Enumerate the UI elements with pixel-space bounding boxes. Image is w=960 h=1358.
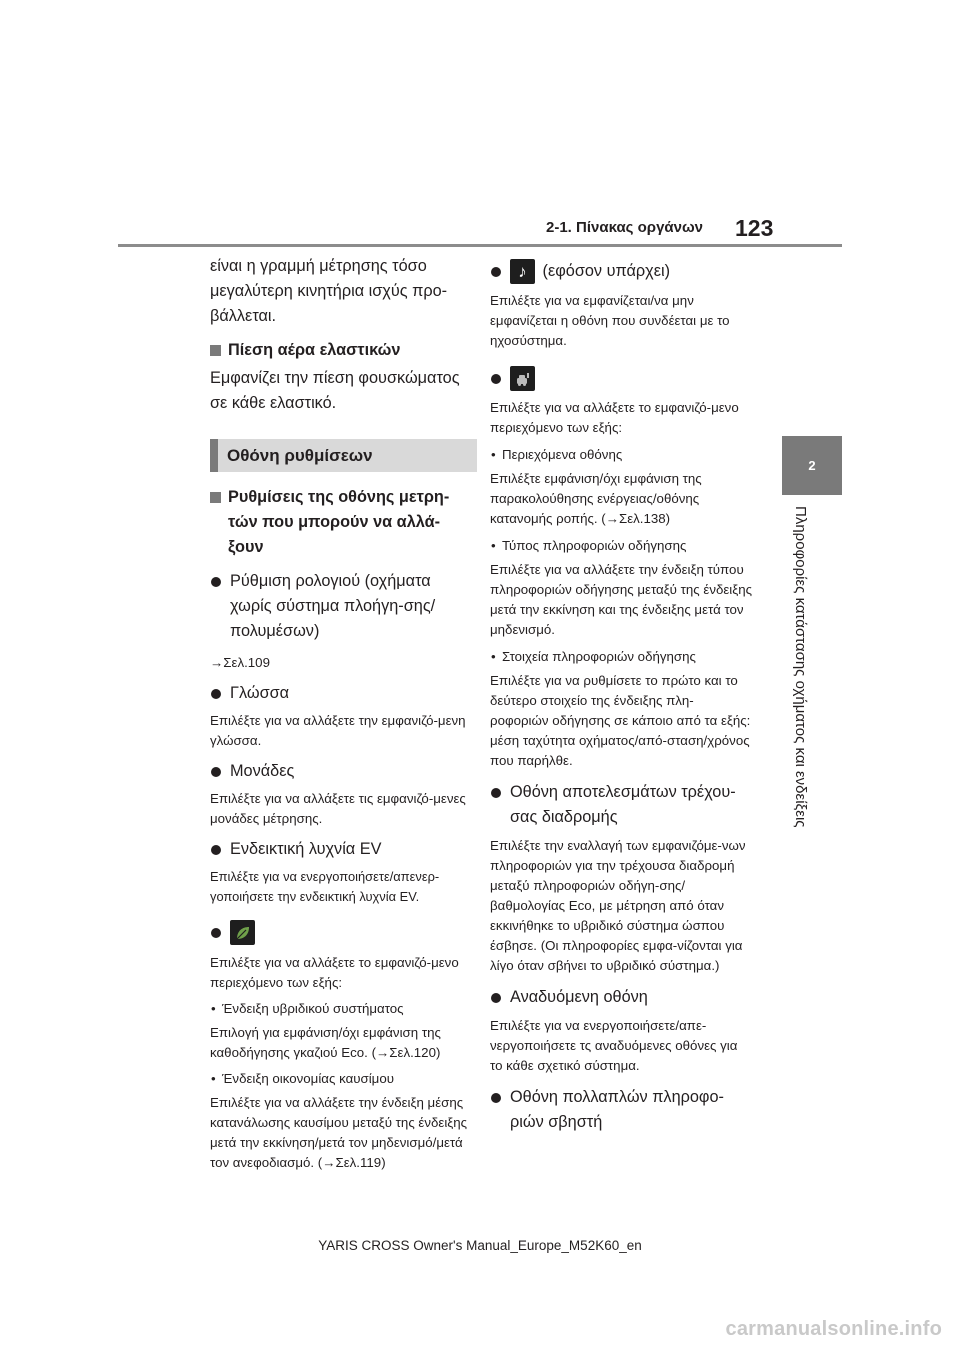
leaf-icon-graphic [234,924,252,942]
leaf-icon [230,920,255,945]
hybrid-sub [210,999,472,1019]
bullet-icon [491,1093,501,1103]
square-bullet-icon [210,345,221,356]
chapter-side-title: Πληροφορίες κατάστασης οχήματος και ενδείξεις [792,506,809,828]
square-bullet-icon [210,492,221,503]
screen-text: Επιλέξτε εμφάνιση/όχι εμφάνιση της παρακολούθησης ενέργειας/οθόνης κατανομής ροπής. (→Σελ.138) [490,471,702,527]
fuel-sub [210,1069,472,1089]
popup-item [490,985,752,1010]
header-rule [118,244,842,247]
settings-band-title: Οθόνη ρυθμίσεων [227,445,373,465]
language-text: Επιλέξτε για να αλλάξετε την εμφανιζό-μενη γλώσσα. [210,713,466,748]
eco-item [210,920,472,945]
items-sub [490,647,752,667]
popup-item-text: Αναδυόμενη οθόνη [510,988,648,1007]
left-column [210,254,472,1173]
bullet-icon [211,845,221,855]
dot-bullet: • [491,538,496,554]
settings-heading-text: Ρυθμίσεις της οθόνης μετρη-τών που μπορούν να αλλά-ξουν [228,488,450,556]
bullet-icon [491,267,501,277]
bullet-icon [211,767,221,777]
clock-item-text: Ρύθμιση ρολογιού (οχήματα χωρίς σύστημα πλοήγη-σης/πολυμέσων) [230,572,436,640]
ev-item-text: Ενδεικτική λυχνία EV [230,840,382,858]
clock-item [210,569,472,644]
bullet-icon [491,374,501,384]
page-number: 123 [735,215,774,241]
fuel-text: Επιλέξτε για να αλλάξετε την ένδειξη μέσης κατανάλωσης καυσίμου μεταξύ της ένδειξης μετά την εκκίνηση/μετά τον μηδενισμό/μετά τον ανεφοδιασμό. (→Σελ.119) [210,1095,468,1171]
ev-item [210,837,472,862]
units-item-text: Μονάδες [230,762,295,780]
tire-heading-text: Πίεση αέρα ελαστικών [228,341,401,359]
chapter-tab [782,436,842,495]
right-column [490,259,752,1135]
type-sub [490,536,752,556]
drive-text: Επιλέξτε για να αλλάξετε το εμφανιζό-μενο περιεχόμενο των εξής: [490,400,739,436]
drive-item [490,366,752,391]
settings-heading [210,485,472,560]
units-text: Επιλέξτε για να αλλάξετε τις εμφανιζό-μενες μονάδες μέτρησης. [210,791,466,826]
trip-text: Επιλέξτε την εναλλαγή των εμφανιζόμε-νων πληροφοριών για την τρέχουσα διαδρομή μεταξύ πληροφοριών οδήγη-σης/βαθμολογίας Eco, με μέτρηση από όταν εκκινήθηκε το υβριδικό σύστημα ώσπου έσβησε. (Οι πληροφορίες εμφα-νίζονται για λίγο όταν σβήνει το υβριδικό σύστημα.) [490,838,746,974]
eco-text: Επιλέξτε για να αλλάξετε το εμφανιζό-μενο περιεχόμενο των εξής: [210,955,459,991]
music-note-icon: ♪ [510,259,535,284]
fuel-sub-text: Ένδειξη οικονομίας καυσίμου [222,1071,395,1087]
watermark: carmanualsonline.info [725,1318,942,1340]
section-title: 2-1. Πίνακας οργάνων [546,219,703,236]
items-text: Επιλέξτε για να ρυθμίσετε το πρώτο και το δεύτερο στοιχείο της ένδειξης πλη-ροφοριών οδήγησης σε κάποιο από τα εξής: μέση ταχύτητα οχήματος/από-σταση/χρόνος που παρήλθε. [490,673,751,769]
units-item [210,759,472,784]
trip-item [490,780,752,830]
tire-text: Εμφανίζει την πίεση φουσκώματος σε κάθε ελαστικό. [210,369,460,412]
screen-sub [490,445,752,465]
settings-band [210,439,477,472]
bullet-icon [211,577,221,587]
items-sub-text: Στοιχεία πληροφοριών οδήγησης [502,649,696,665]
language-item-text: Γλώσσα [230,684,290,702]
chapter-number: 2 [808,458,816,473]
clock-ref: →Σελ.109 [210,655,270,670]
dot-bullet: • [211,1071,216,1087]
hybrid-text: Επιλογή για εμφάνιση/όχι εμφάνιση της καθοδήγησης γκαζιού Eco. (→Σελ.120) [210,1025,441,1061]
screen-sub-text: Περιεχόμενα οθόνης [502,447,623,463]
vehicle-info-icon-graphic [514,370,532,388]
tire-heading [210,338,472,363]
multi-item-text: Οθόνη πολλαπλών πληροφο-ριών σβηστή [510,1088,724,1132]
type-sub-text: Τύπος πληροφοριών οδήγησης [502,538,687,554]
audio-text: Επιλέξτε για να εμφανίζεται/να μην εμφανίζεται η οθόνη που συνδέεται με το ηχοσύστημα. [490,293,730,349]
language-item [210,681,472,706]
dot-bullet: • [491,649,496,665]
bullet-icon [491,788,501,798]
dot-bullet: • [211,1001,216,1017]
hybrid-sub-text: Ένδειξη υβριδικού συστήματος [222,1001,404,1017]
multi-item [490,1085,752,1135]
audio-item-text: (εφόσον υπάρχει) [542,262,671,280]
type-text: Επιλέξτε για να αλλάξετε την ένδειξη τύπου πληροφοριών οδήγησης μεταξύ της ένδειξης μετά την εκκίνηση και της ένδειξης μετά τον μηδενισμό. [490,562,753,638]
trip-item-text: Οθόνη αποτελεσμάτων τρέχου-σας διαδρομής [510,783,736,827]
bullet-icon [491,993,501,1003]
footer-text: YARIS CROSS Owner's Manual_Europe_M52K60_en [318,1238,642,1253]
popup-text: Επιλέξτε για να ενεργοποιήσετε/απε-νεργοποιήσετε τς αναδυόμενες οθόνες για το κάθε σχετικό σύστημα. [490,1018,738,1074]
bullet-icon [211,928,221,938]
ev-text: Επιλέξτε για να ενεργοποιήσετε/απενερ-γοποιήσετε την ενδεικτική λυχνία EV. [210,869,440,904]
audio-item [490,259,752,284]
bullet-icon [211,689,221,699]
vehicle-info-icon [510,366,535,391]
dot-bullet: • [491,447,496,463]
intro-text: είναι η γραμμή μέτρησης τόσο μεγαλύτερη κινητήρια ισχύς προ-βάλλεται. [210,257,448,325]
